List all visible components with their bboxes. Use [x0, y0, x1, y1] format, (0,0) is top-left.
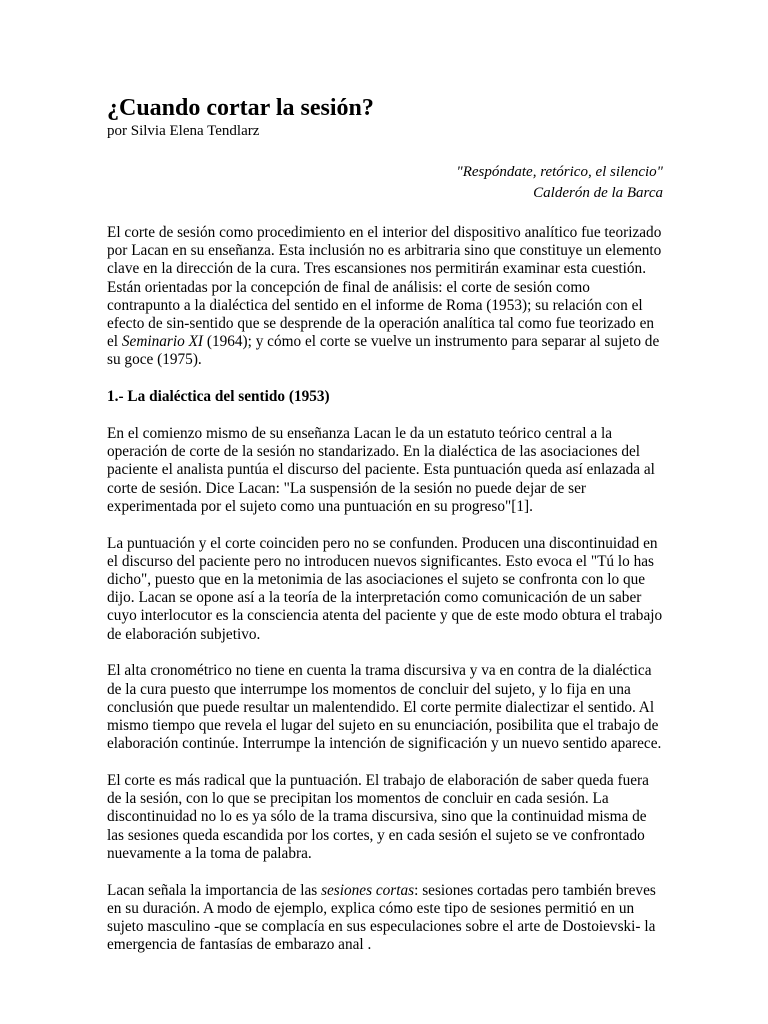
section-heading: 1.- La dialéctica del sentido (1953): [107, 388, 330, 406]
author-byline: por Silvia Elena Tendlarz: [107, 123, 260, 139]
p5-text-1: Lacan señala la importancia de las: [107, 881, 322, 899]
intro-paragraph: [107, 224, 663, 370]
intro-italic-title: Seminario XI: [121, 333, 204, 351]
intro-text-2: (1964); y cómo el corte se vuelve un instrumento para separar al sujeto de su goce (1975).: [107, 333, 660, 369]
epigraph-author: Calderón de la Barca: [533, 185, 663, 201]
p5-italic-term: sesiones cortas: [321, 881, 415, 899]
body-paragraph-5: [107, 882, 663, 955]
p5-text-2: : sesiones cortadas pero también breves en su duración. A modo de ejemplo, explica cómo este tipo de sesiones permitió en un sujeto masculino -que se complacía en sus especulaciones sobre el arte de Dostoievski- la emergencia de fantasías de embarazo anal .: [107, 881, 656, 954]
body-paragraph-2: La puntuación y el corte coinciden pero no se confunden. Producen una discontinuidad en el discurso del paciente pero no introducen nuevos significantes. Esto evoca el "Tú lo has dicho", puesto que en la metonimia de las asociaciones el sujeto se confronta con lo que dijo. Lacan se opone así a la teoría de la interpretación como comunicación de un saber cuyo interlocutor es la consciencia atenta del paciente y que de este modo obtura el trabajo de elaboración subjetivo.: [107, 534, 663, 643]
body-paragraph-1: En el comienzo mismo de su enseñanza Lacan le da un estatuto teórico central a la operación de corte de la sesión no standarizado. En la dialéctica de las asociaciones del paciente el analista puntúa el discurso del paciente. Esta puntuación queda así enlazada al corte de sesión. Dice Lacan: "La suspensión de la sesión no puede dejar de ser experimentada por el sujeto como una puntuación en su progreso"[1].: [107, 425, 655, 515]
epigraph: [107, 162, 663, 204]
body-paragraph-3: El alta cronométrico no tiene en cuenta la trama discursiva y va en contra de la dialéctica de la cura puesto que interrumpe los momentos de concluir del sujeto, y lo fija en una conclusión que puede resultar un malentendido. El corte permite dialectizar el sentido. Al mismo tiempo que revela el lugar del sujeto en su enunciación, posibilita que el trabajo de elaboración continúe. Interrumpe la intención de significación y un nuevo sentido aparece.: [107, 662, 662, 753]
intro-text-1: El corte de sesión como procedimiento en el interior del dispositivo analítico fue teorizado por Lacan en su enseñanza. Esta inclusión no es arbitraria sino que constituye un elemento clave en la dirección de la cura. Tres escansiones nos permitirán examinar esta cuestión. Están orientadas por la concepción de final de análisis: el corte de sesión como contrapunto a la dialéctica del sentido en el informe de Roma (1953); su relación con el efecto de sin-sentido que se desprende de la operación analítica tal como fue teorizado en el: [107, 224, 662, 351]
document-page: [107, 94, 663, 973]
body-paragraph-4: El corte es más radical que la puntuación. El trabajo de elaboración de saber queda fuera de la sesión, con lo que se precipitan los momentos de concluir en cada sesión. La discontinuidad no lo es ya sólo de la trama discursiva, sino que la continuidad misma de las sesiones queda escandida por los cortes, y en cada sesión el sujeto se ve confrontado nuevamente a la toma de palabra.: [107, 772, 649, 862]
document-title: ¿Cuando cortar la sesión?: [107, 95, 374, 121]
epigraph-quote: "Respóndate, retórico, el silencio": [456, 164, 663, 180]
